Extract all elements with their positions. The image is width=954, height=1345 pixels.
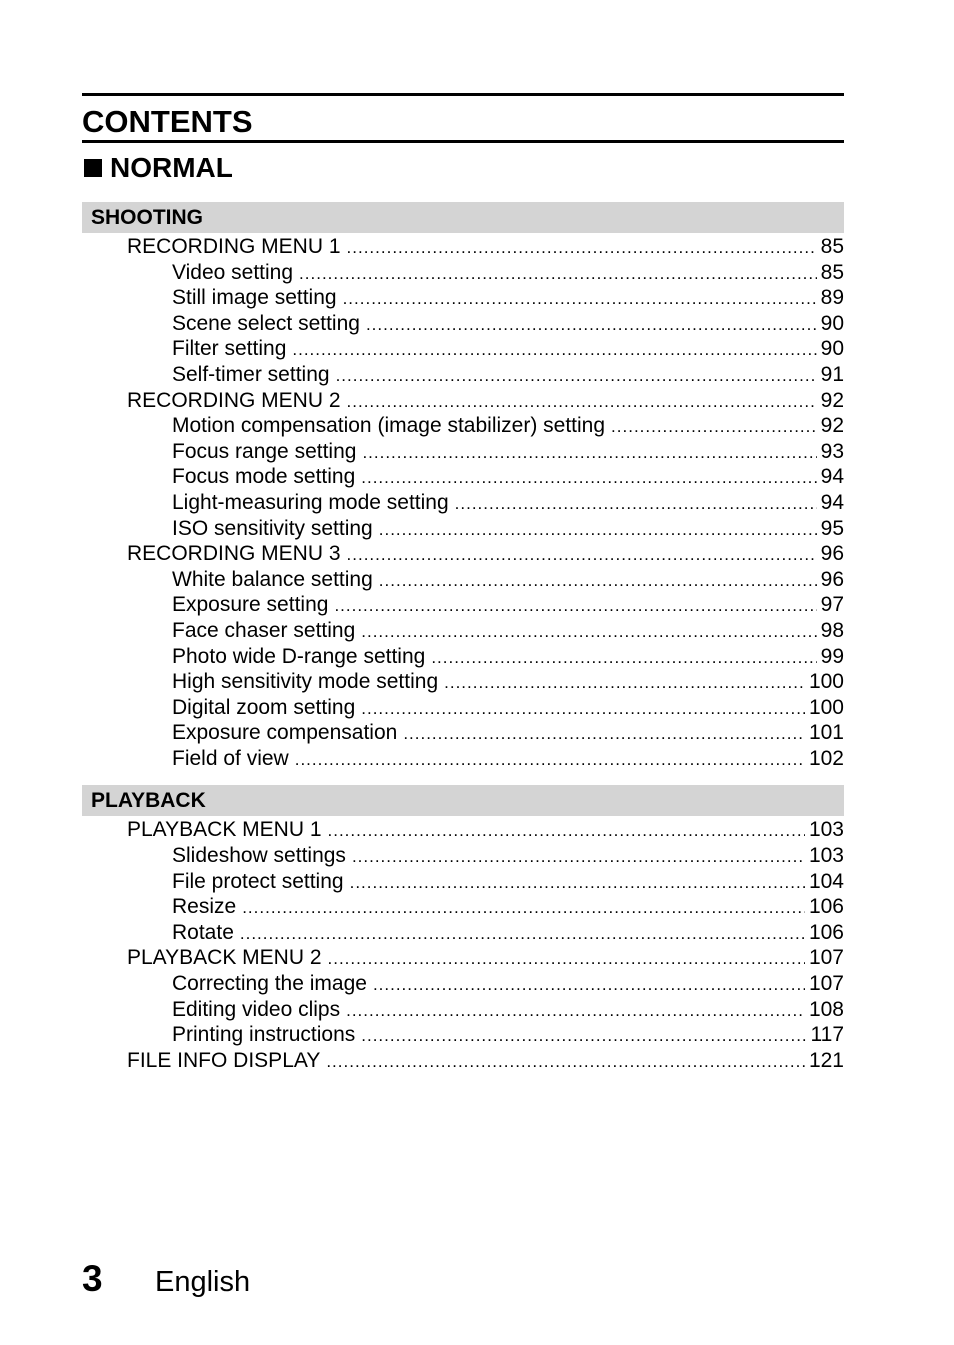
toc-entry-page: 85: [820, 235, 844, 258]
dot-leader: [361, 465, 816, 491]
toc-entry[interactable]: [82, 592, 844, 618]
toc-entry-page: 85: [820, 260, 844, 284]
toc-entry-label: RECORDING MENU 3: [127, 542, 341, 566]
toc-entry-label: Light-measuring mode setting: [172, 490, 449, 514]
title-rule: [82, 140, 844, 143]
toc-entry-label: Rotate: [172, 920, 234, 944]
toc-entry[interactable]: [82, 817, 844, 843]
dot-leader: [242, 895, 805, 921]
dot-leader: [431, 645, 816, 671]
dot-leader: [347, 235, 817, 261]
toc-entry[interactable]: [82, 618, 844, 644]
toc-entry-page: 107: [808, 946, 844, 970]
toc-entry[interactable]: [82, 464, 844, 490]
dot-leader: [346, 998, 805, 1024]
toc-entry-page: 92: [820, 414, 844, 438]
toc-entry[interactable]: [82, 720, 844, 746]
dot-leader: [403, 721, 805, 747]
toc-entry-page: 100: [808, 670, 844, 694]
toc-entry-label: Face chaser setting: [172, 618, 356, 642]
toc-entry-page: 106: [808, 920, 844, 944]
dot-leader: [611, 414, 817, 440]
toc-entry[interactable]: [82, 541, 844, 567]
toc-entry-label: Photo wide D-range setting: [172, 644, 426, 668]
toc-entry-label: Correcting the image: [172, 972, 367, 996]
toc-entry[interactable]: [82, 311, 844, 337]
toc-entry-page: 91: [820, 362, 844, 386]
dot-leader: [361, 1023, 806, 1049]
dot-leader: [328, 818, 805, 844]
section-header-shooting: SHOOTING: [82, 202, 844, 233]
black-square-icon: [84, 159, 102, 177]
toc-entry[interactable]: [82, 567, 844, 593]
dot-leader: [334, 593, 816, 619]
toc-entry[interactable]: [82, 1022, 844, 1048]
dot-leader: [361, 619, 816, 645]
dot-leader: [299, 261, 817, 287]
toc-entry[interactable]: [82, 260, 844, 286]
toc-entry-page: 117: [810, 1023, 844, 1047]
toc-entry-page: 103: [808, 818, 844, 842]
toc-entry-page: 98: [820, 618, 844, 642]
toc-entry[interactable]: [82, 336, 844, 362]
toc-entry[interactable]: [82, 490, 844, 516]
toc-entry-page: 107: [808, 972, 844, 996]
toc-entry-page: 97: [820, 593, 844, 617]
toc-entry[interactable]: [82, 516, 844, 542]
toc-entry[interactable]: [82, 695, 844, 721]
toc-entry[interactable]: [82, 388, 844, 414]
toc-entry-page: 94: [820, 465, 844, 489]
section-header-playback: PLAYBACK: [82, 785, 844, 816]
dot-leader: [379, 517, 817, 543]
toc-entry-page: 106: [808, 895, 844, 919]
toc-entry[interactable]: [82, 669, 844, 695]
toc-entry[interactable]: [82, 362, 844, 388]
toc-entry-page: 108: [808, 997, 844, 1021]
toc-entry-label: Video setting: [172, 260, 294, 284]
page-title: CONTENTS: [82, 104, 253, 139]
toc-entry[interactable]: [82, 234, 844, 260]
toc-entry-label: Slideshow settings: [172, 844, 346, 868]
toc-entry-page: 96: [820, 567, 844, 591]
toc-entry-label: Resize: [172, 895, 237, 919]
toc-entry[interactable]: [82, 920, 844, 946]
dot-leader: [352, 844, 805, 870]
toc-list-shooting: [82, 234, 844, 771]
toc-entry-label: Exposure setting: [172, 593, 329, 617]
dot-leader: [292, 337, 816, 363]
toc-entry-page: 90: [820, 337, 844, 361]
toc-entry-page: 95: [820, 516, 844, 540]
toc-entry-page: 100: [808, 695, 844, 719]
subheading: [82, 152, 844, 184]
toc-entry-page: 92: [820, 388, 844, 412]
toc-entry-label: Focus range setting: [172, 439, 357, 463]
dot-leader: [326, 1049, 805, 1075]
toc-entry-page: 94: [820, 490, 844, 514]
toc-entry[interactable]: [82, 843, 844, 869]
language-label: English: [155, 1266, 251, 1298]
toc-entry-label: White balance setting: [172, 567, 373, 591]
toc-entry-label: RECORDING MENU 1: [127, 235, 341, 258]
toc-entry-label: Printing instructions: [172, 1023, 356, 1047]
subheading-text: NORMAL: [110, 152, 233, 183]
toc-entry[interactable]: [82, 869, 844, 895]
dot-leader: [362, 440, 816, 466]
dot-leader: [343, 286, 817, 312]
toc-entry-page: 101: [808, 721, 844, 745]
toc-entry-page: 93: [820, 439, 844, 463]
dot-leader: [455, 491, 817, 517]
toc-entry-label: FILE INFO DISPLAY: [127, 1048, 321, 1072]
toc-entry-label: High sensitivity mode setting: [172, 670, 439, 694]
page-number: 3: [82, 1258, 103, 1299]
toc-entry-label: ISO sensitivity setting: [172, 516, 373, 540]
toc-entry-label: Scene select setting: [172, 311, 360, 335]
toc-entry-page: 104: [808, 869, 844, 893]
toc-entry-page: 96: [820, 542, 844, 566]
toc-entry-page: 90: [820, 311, 844, 335]
dot-leader: [350, 870, 805, 896]
toc-entry[interactable]: [82, 413, 844, 439]
dot-leader: [366, 312, 817, 338]
toc-entry-page: 121: [808, 1048, 844, 1072]
toc-entry-page: 102: [808, 746, 844, 770]
dot-leader: [444, 670, 805, 696]
contents-page: [82, 93, 844, 1073]
dot-leader: [347, 389, 817, 415]
toc-entry[interactable]: [82, 997, 844, 1023]
toc-entry-label: Field of view: [172, 746, 289, 770]
dot-leader: [336, 363, 817, 389]
toc-entry-page: 103: [808, 844, 844, 868]
toc-entry[interactable]: [82, 894, 844, 920]
toc-entry[interactable]: [82, 285, 844, 311]
toc-entry-label: Digital zoom setting: [172, 695, 356, 719]
dot-leader: [361, 696, 805, 722]
dot-leader: [347, 542, 817, 568]
toc-entry-label: Still image setting: [172, 286, 337, 310]
dot-leader: [295, 747, 805, 773]
toc-entry-label: Motion compensation (image stabilizer) setting: [172, 414, 606, 438]
toc-list-playback: [82, 817, 844, 1073]
toc-entry[interactable]: [82, 644, 844, 670]
toc-entry[interactable]: [82, 971, 844, 997]
toc-entry-label: Editing video clips: [172, 997, 341, 1021]
toc-entry-label: RECORDING MENU 2: [127, 388, 341, 412]
toc-entry-label: PLAYBACK MENU 1: [127, 818, 322, 842]
toc-entry-page: 99: [820, 644, 844, 668]
dot-leader: [373, 972, 805, 998]
toc-entry-page: 89: [820, 286, 844, 310]
toc-entry-label: PLAYBACK MENU 2: [127, 946, 322, 970]
dot-leader: [379, 568, 817, 594]
dot-leader: [240, 921, 805, 947]
toc-entry-label: File protect setting: [172, 869, 344, 893]
toc-entry[interactable]: [82, 1048, 844, 1074]
page-footer: [82, 1258, 250, 1300]
toc-entry[interactable]: [82, 439, 844, 465]
toc-entry[interactable]: [82, 746, 844, 772]
toc-entry-label: Filter setting: [172, 337, 287, 361]
toc-entry[interactable]: [82, 945, 844, 971]
toc-entry-label: Focus mode setting: [172, 465, 356, 489]
dot-leader: [328, 946, 805, 972]
toc-entry-label: Self-timer setting: [172, 362, 330, 386]
toc-entry-label: Exposure compensation: [172, 721, 398, 745]
